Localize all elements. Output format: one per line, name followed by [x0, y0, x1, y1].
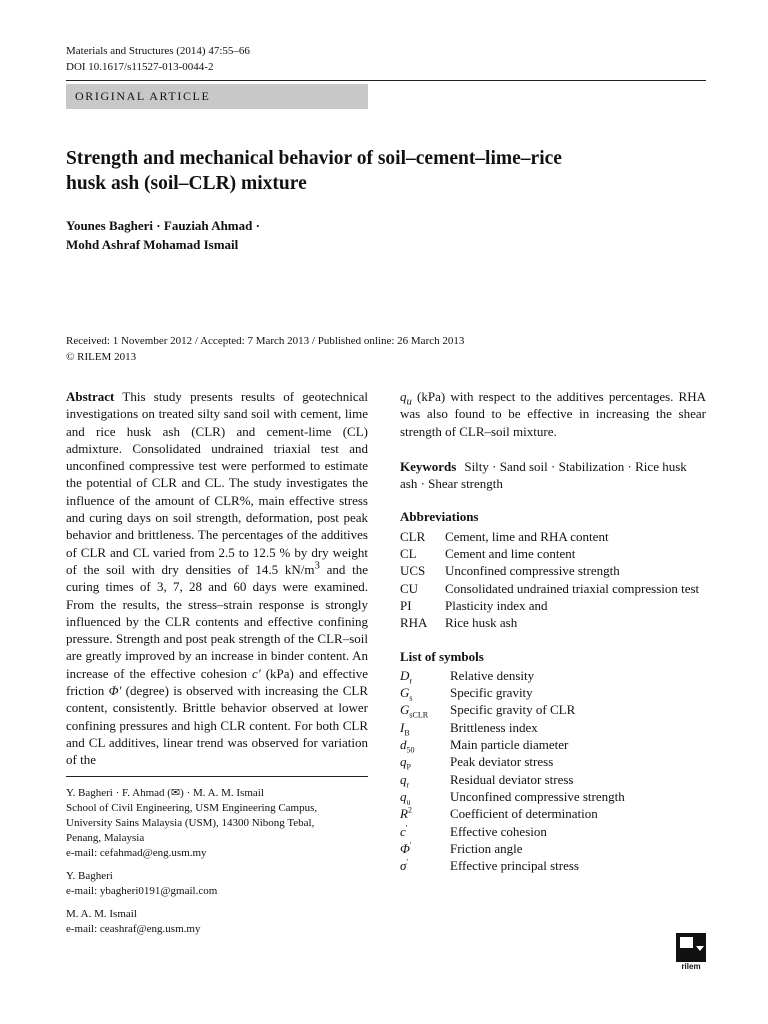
abbreviation-definition: Unconfined compressive strength	[445, 563, 620, 579]
abstract-text-3: (kPa) and effective friction	[66, 665, 369, 699]
symbol-subscript: 50	[406, 745, 415, 755]
symbol-subscript: r	[409, 676, 413, 686]
abbreviation-row	[400, 562, 706, 579]
symbol-definition: Main particle diameter	[450, 737, 569, 753]
affiliation-3-email[interactable]: e-mail: ceashraf@eng.usm.my	[66, 923, 201, 935]
symbol-row	[400, 736, 706, 753]
symbol-superscript: ′	[405, 823, 408, 833]
symbol-row	[400, 788, 706, 805]
symbol-superscript: ′	[406, 857, 409, 867]
abbreviation-definition: Plasticity index and	[445, 597, 548, 613]
friction-symbol: Φ′	[108, 683, 122, 699]
affiliation-1-names: Y. Bagheri · F. Ahmad (✉) · M. A. M. Ismail	[66, 787, 264, 799]
dates-line: Received: 1 November 2012 / Accepted: 7 March 2013 / Published online: 26 March 2013	[66, 335, 465, 347]
symbol-key	[400, 771, 450, 788]
symbol-definition: Brittleness index	[450, 719, 538, 735]
abbreviation-key: CLR	[400, 528, 426, 544]
affiliation-1-line-2: School of Civil Engineering, USM Engineering Campus,	[66, 802, 318, 814]
symbol-base: D	[400, 667, 410, 683]
affiliation-2-email[interactable]: e-mail: ybagheri0191@gmail.com	[66, 885, 218, 897]
publication-dates	[66, 333, 464, 365]
affiliation-2	[66, 869, 368, 899]
abstract-superscript: 3	[314, 559, 320, 572]
symbol-definition: Specific gravity	[450, 685, 533, 701]
symbol-definition: Peak deviator stress	[450, 754, 554, 770]
abbreviation-key: RHA	[400, 615, 428, 631]
symbol-superscript: 2	[407, 805, 412, 815]
symbols-list	[400, 667, 706, 875]
symbol-key	[400, 736, 450, 753]
symbols-heading: List of symbols	[400, 648, 484, 664]
symbol-definition: Effective cohesion	[450, 823, 547, 839]
symbol-subscript: s	[409, 693, 413, 703]
symbol-row	[400, 684, 706, 701]
abstract-right-column	[400, 388, 706, 440]
abbreviation-row	[400, 614, 706, 631]
abbreviation-key: CL	[400, 546, 417, 562]
abbreviation-row	[400, 528, 706, 545]
symbol-row	[400, 805, 706, 822]
symbol-base: q	[400, 771, 407, 787]
symbol-subscript: B	[404, 728, 410, 738]
symbol-key	[400, 805, 450, 822]
symbol-definition: Friction angle	[450, 840, 523, 856]
symbol-base: Φ	[400, 840, 410, 856]
symbol-key	[400, 684, 450, 701]
copyright-line: © RILEM 2013	[66, 351, 137, 363]
symbol-base: q	[400, 754, 407, 770]
abbreviation-key: CU	[400, 580, 419, 596]
symbol-row	[400, 753, 706, 770]
symbol-key	[400, 753, 450, 770]
doi: DOI 10.1617/s11527-013-0044-2	[66, 61, 214, 73]
authors-line-1: Younes Bagheri · Fauziah Ahmad ·	[66, 218, 260, 233]
abbreviation-key: UCS	[400, 563, 426, 579]
affiliation-1	[66, 786, 368, 861]
qu-symbol	[400, 389, 412, 408]
symbol-definition: Unconfined compressive strength	[450, 788, 625, 804]
symbol-definition: Relative density	[450, 667, 535, 683]
symbol-row	[400, 857, 706, 874]
symbol-base: d	[400, 737, 407, 753]
logo-text: rilem	[681, 962, 701, 970]
symbol-key	[400, 701, 450, 721]
symbol-row	[400, 719, 706, 736]
symbol-row	[400, 771, 706, 788]
article-title	[66, 146, 706, 196]
symbol-subscript: P	[406, 762, 411, 772]
abbreviations-heading: Abbreviations	[400, 509, 479, 525]
abstract-text-2: and the curing times of 3, 7, 28 and 60 days were examined. From the results, the stress–strain response is strongly influenced by the CLR contents and effective confining pressure. Strength and post peak strength of the CLR–soil are greatly improved by an increase in binder content. An increase of the effective cohesion	[66, 561, 369, 681]
authors	[66, 216, 260, 254]
abstract-text-1: This study presents results of geotechnical investigations on treated silty sand soil with cement, lime and rice husk ash (CLR) and cement-lime (CL) admixture. Consolidated undrained triaxial test and unconfined compressive test were performed to estimate the potential of CLR and CL. The study investigates the influence of the amount of CLR%, main effective stress and curing days on soil strength, deformation, post peak behavior and brittleness. The percentages of the additives of CLR and CL varied from 2.5 to 12.5 % by dry weight of the soil with dry densities of 14.5 kN/m	[66, 389, 368, 577]
symbol-key	[400, 840, 450, 857]
symbol-subscript: r	[406, 780, 410, 790]
keywords-text: Silty · Sand soil · Stabilization · Rice husk ash · Shear strength	[400, 458, 687, 492]
symbol-base: G	[400, 685, 410, 701]
symbol-superscript: ′	[409, 840, 412, 850]
affiliation-3-name: M. A. M. Ismail	[66, 908, 137, 920]
symbol-row	[400, 701, 706, 721]
journal-citation: Materials and Structures (2014) 47:55–66	[66, 45, 250, 57]
symbol-row	[400, 823, 706, 840]
journal-header	[66, 43, 250, 75]
header-rule	[66, 80, 706, 81]
rilem-logo-icon	[676, 933, 706, 970]
abstract-text-5: (kPa) with respect to the additives percentages. RHA was also found to be effective in increasing the shear strength of CLR–soil mixture.	[400, 389, 706, 439]
title-line-2: husk ash (soil–CLR) mixture	[66, 173, 307, 194]
abbreviation-definition: Cement, lime and RHA content	[445, 528, 609, 544]
article-type-banner: ORIGINAL ARTICLE	[66, 84, 368, 109]
affiliation-3	[66, 907, 368, 937]
symbol-base: c	[400, 823, 406, 839]
symbol-base: G	[400, 702, 410, 718]
symbol-definition: Residual deviator stress	[450, 771, 574, 787]
affiliation-1-line-3: University Sains Malaysia (USM), 14300 Nibong Tebal,	[66, 817, 315, 829]
symbol-base: R	[400, 806, 408, 822]
symbol-definition: Specific gravity of CLR	[450, 702, 576, 718]
abstract-heading: Abstract	[66, 389, 115, 404]
abbreviation-definition: Cement and lime content	[445, 546, 576, 562]
symbol-key	[400, 857, 450, 874]
symbol-key	[400, 823, 450, 840]
symbol-definition: Coefficient of determination	[450, 806, 598, 822]
abstract-text-4: (degree) is observed with increasing the CLR content, consistently. Brittle behavior observed at lower confining pressures and high CLR content. For both CLR and CL additives, linear trend was observed for variation of the	[66, 683, 368, 768]
abbreviation-row	[400, 545, 706, 562]
symbol-subscript: sCLR	[409, 711, 429, 721]
symbol-base: σ	[400, 858, 407, 874]
qu-sub: u	[406, 395, 412, 408]
abbreviation-key: PI	[400, 597, 412, 613]
keywords-heading: Keywords	[400, 458, 457, 474]
abbreviation-definition: Rice husk ash	[445, 615, 518, 631]
affiliation-1-email[interactable]: e-mail: cefahmad@eng.usm.my	[66, 847, 207, 859]
symbol-base: q	[400, 788, 407, 804]
abstract-left-column	[66, 388, 368, 769]
abbreviations-list	[400, 528, 706, 632]
affiliation-2-name: Y. Bagheri	[66, 870, 113, 882]
footnote-rule	[66, 776, 368, 777]
abbreviation-row	[400, 580, 706, 597]
abbreviation-row	[400, 597, 706, 614]
keywords	[400, 458, 706, 493]
affiliations	[66, 786, 368, 945]
symbol-key	[400, 667, 450, 684]
title-line-1: Strength and mechanical behavior of soil–cement–lime–rice	[66, 148, 562, 169]
symbol-row	[400, 667, 706, 684]
symbol-row	[400, 840, 706, 857]
symbol-subscript: u	[406, 797, 411, 807]
symbol-base: I	[400, 719, 405, 735]
symbol-key	[400, 719, 450, 736]
abbreviation-definition: Consolidated undrained triaxial compression test	[445, 580, 700, 596]
qu-base: q	[400, 389, 407, 404]
affiliation-1-line-4: Penang, Malaysia	[66, 832, 145, 844]
symbol-key	[400, 788, 450, 805]
authors-line-2: Mohd Ashraf Mohamad Ismail	[66, 237, 239, 252]
right-column	[400, 388, 706, 874]
cohesion-symbol: c′	[252, 665, 261, 681]
symbol-definition: Effective principal stress	[450, 858, 579, 874]
